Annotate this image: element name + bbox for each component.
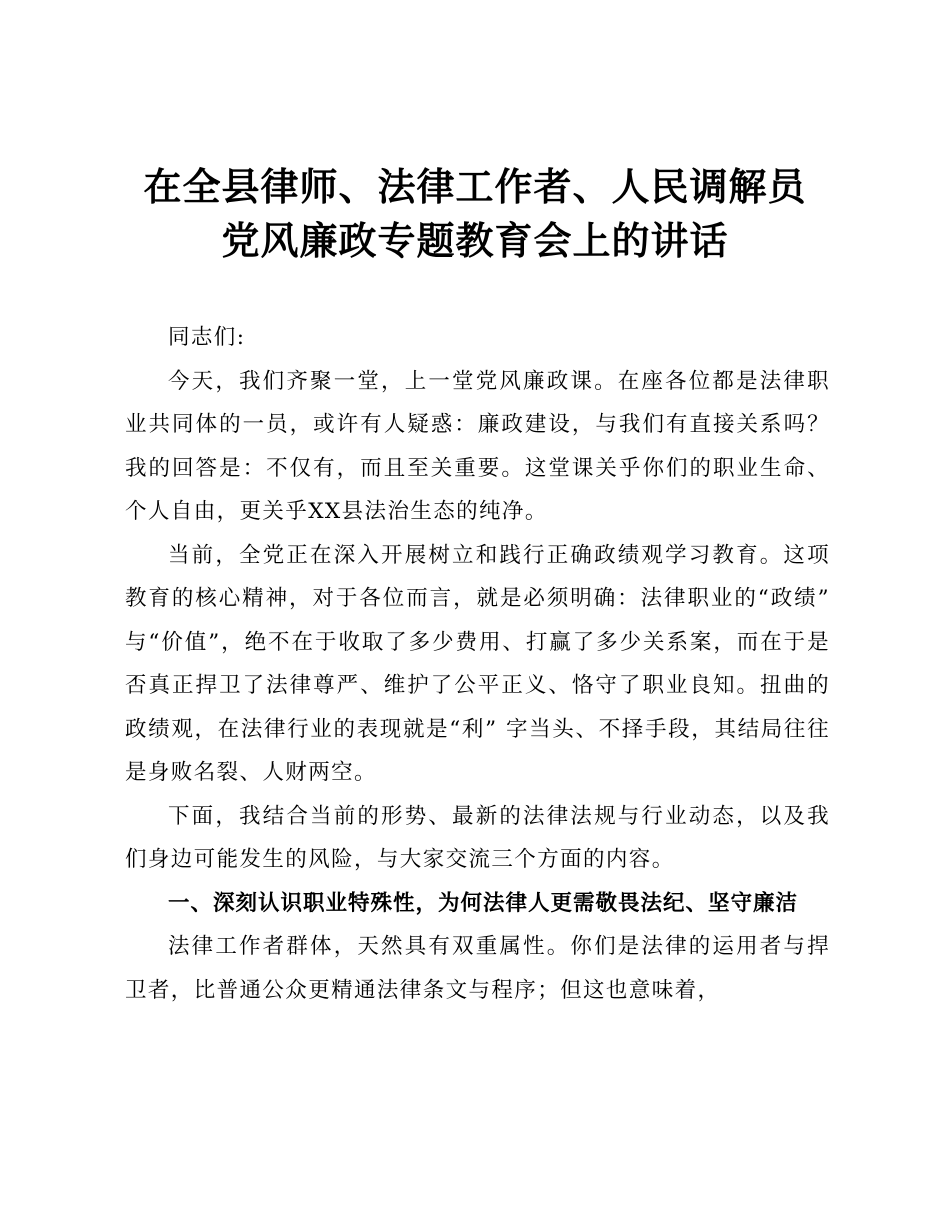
section-heading: 一、深刻认识职业特殊性，为何法律人更需敬畏法纪、坚守廉洁 — [168, 890, 799, 916]
title-line-2: 党风廉政专题教育会上的讲话 — [221, 219, 729, 263]
document-title — [60, 160, 890, 268]
title-line-1: 在全县律师、法律工作者、人民调解员 — [143, 165, 807, 209]
document-body — [125, 316, 830, 1012]
paragraph: 当前，全党正在深入开展树立和践行正确政绩观学习教育。这项教育的核心精神，对于各位而言，就是必须明确：法律职业的“政绩” 与“价值”，绝不在于收取了多少费用、打赢了多少关系案，而在于是否真正捍卫了法律尊严、维护了公平正义、恪守了职业良知。扭曲的政绩观，在法律行业的表现就是“利” 字当头、不择手段，其结局往往是身败名裂、人财两空。 — [125, 542, 830, 785]
salutation: 同志们: — [168, 325, 246, 350]
paragraph: 法律工作者群体，天然具有双重属性。你们是法律的运用者与捍卫者，比普通公众更精通法律条文与程序；但这也意味着， — [125, 934, 830, 1003]
paragraph: 今天，我们齐聚一堂，上一堂党风廉政课。在座各位都是法律职业共同体的一员，或许有人疑惑：廉政建设，与我们有直接关系吗？我的回答是：不仅有，而且至关重要。这堂课关乎你们的职业生命、个人自由，更关乎XX县法治生态的纯净。 — [125, 368, 830, 524]
paragraph: 下面，我结合当前的形势、最新的法律法规与行业动态，以及我们身边可能发生的风险，与大家交流三个方面的内容。 — [125, 803, 830, 872]
